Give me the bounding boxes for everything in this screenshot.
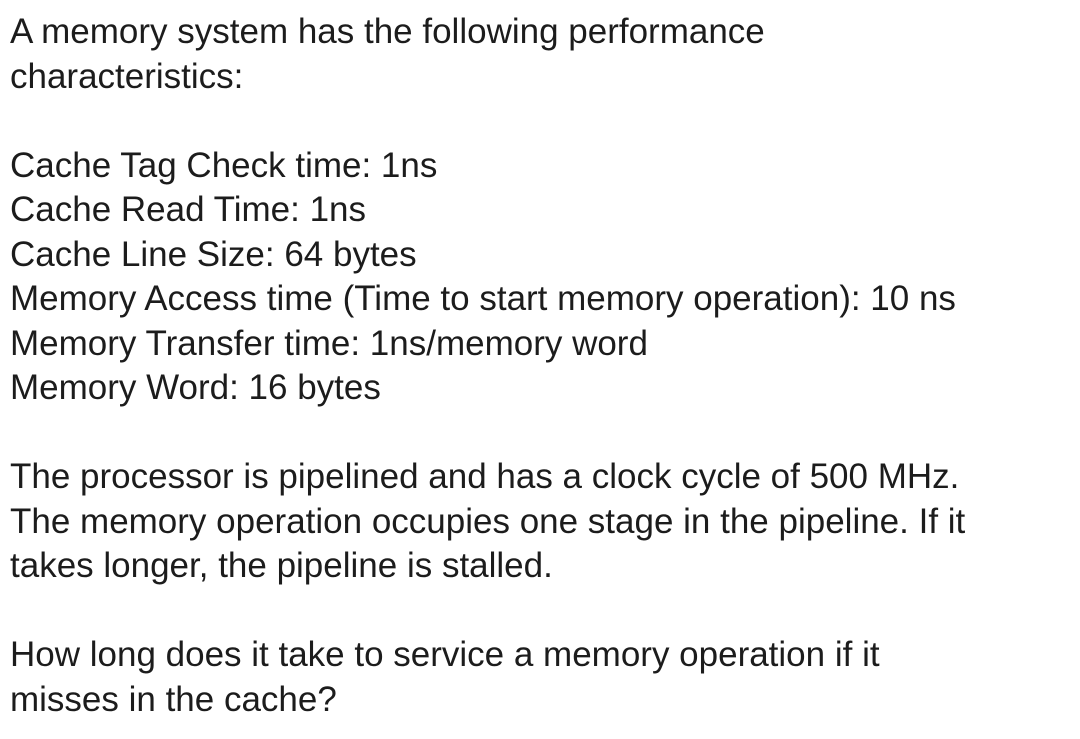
- spec-memory-word: Memory Word: 16 bytes: [10, 368, 381, 407]
- pipeline-paragraph: [10, 455, 1070, 589]
- paragraph-gap: [10, 411, 1070, 456]
- spec-cache-tag-check-time: Cache Tag Check time: 1ns: [10, 145, 438, 185]
- paragraph-gap: [10, 99, 1070, 144]
- spec-memory-transfer-time: Memory Transfer time: 1ns/memory word: [10, 323, 648, 363]
- pipeline-line: The processor is pipelined and has a clock cycle of 500 MHz.: [10, 457, 960, 496]
- question-paragraph: [10, 633, 1070, 722]
- intro-paragraph: [10, 10, 1070, 99]
- spec-memory-access-time: Memory Access time (Time to start memory operation): 10 ns: [10, 279, 956, 318]
- pipeline-line: takes longer, the pipeline is stalled.: [10, 546, 553, 585]
- paragraph-gap: [10, 589, 1070, 634]
- question-document: [10, 10, 1070, 722]
- intro-line: characteristics:: [10, 56, 244, 96]
- question-line: How long does it take to service a memory operation if it: [10, 635, 880, 674]
- spec-cache-read-time: Cache Read Time: 1ns: [10, 190, 367, 229]
- spec-cache-line-size: Cache Line Size: 64 bytes: [10, 234, 417, 274]
- pipeline-line: The memory operation occupies one stage in the pipeline. If it: [10, 501, 966, 541]
- intro-line: A memory system has the following performance: [10, 12, 765, 51]
- question-line: misses in the cache?: [10, 679, 337, 719]
- spec-list: [10, 144, 1070, 411]
